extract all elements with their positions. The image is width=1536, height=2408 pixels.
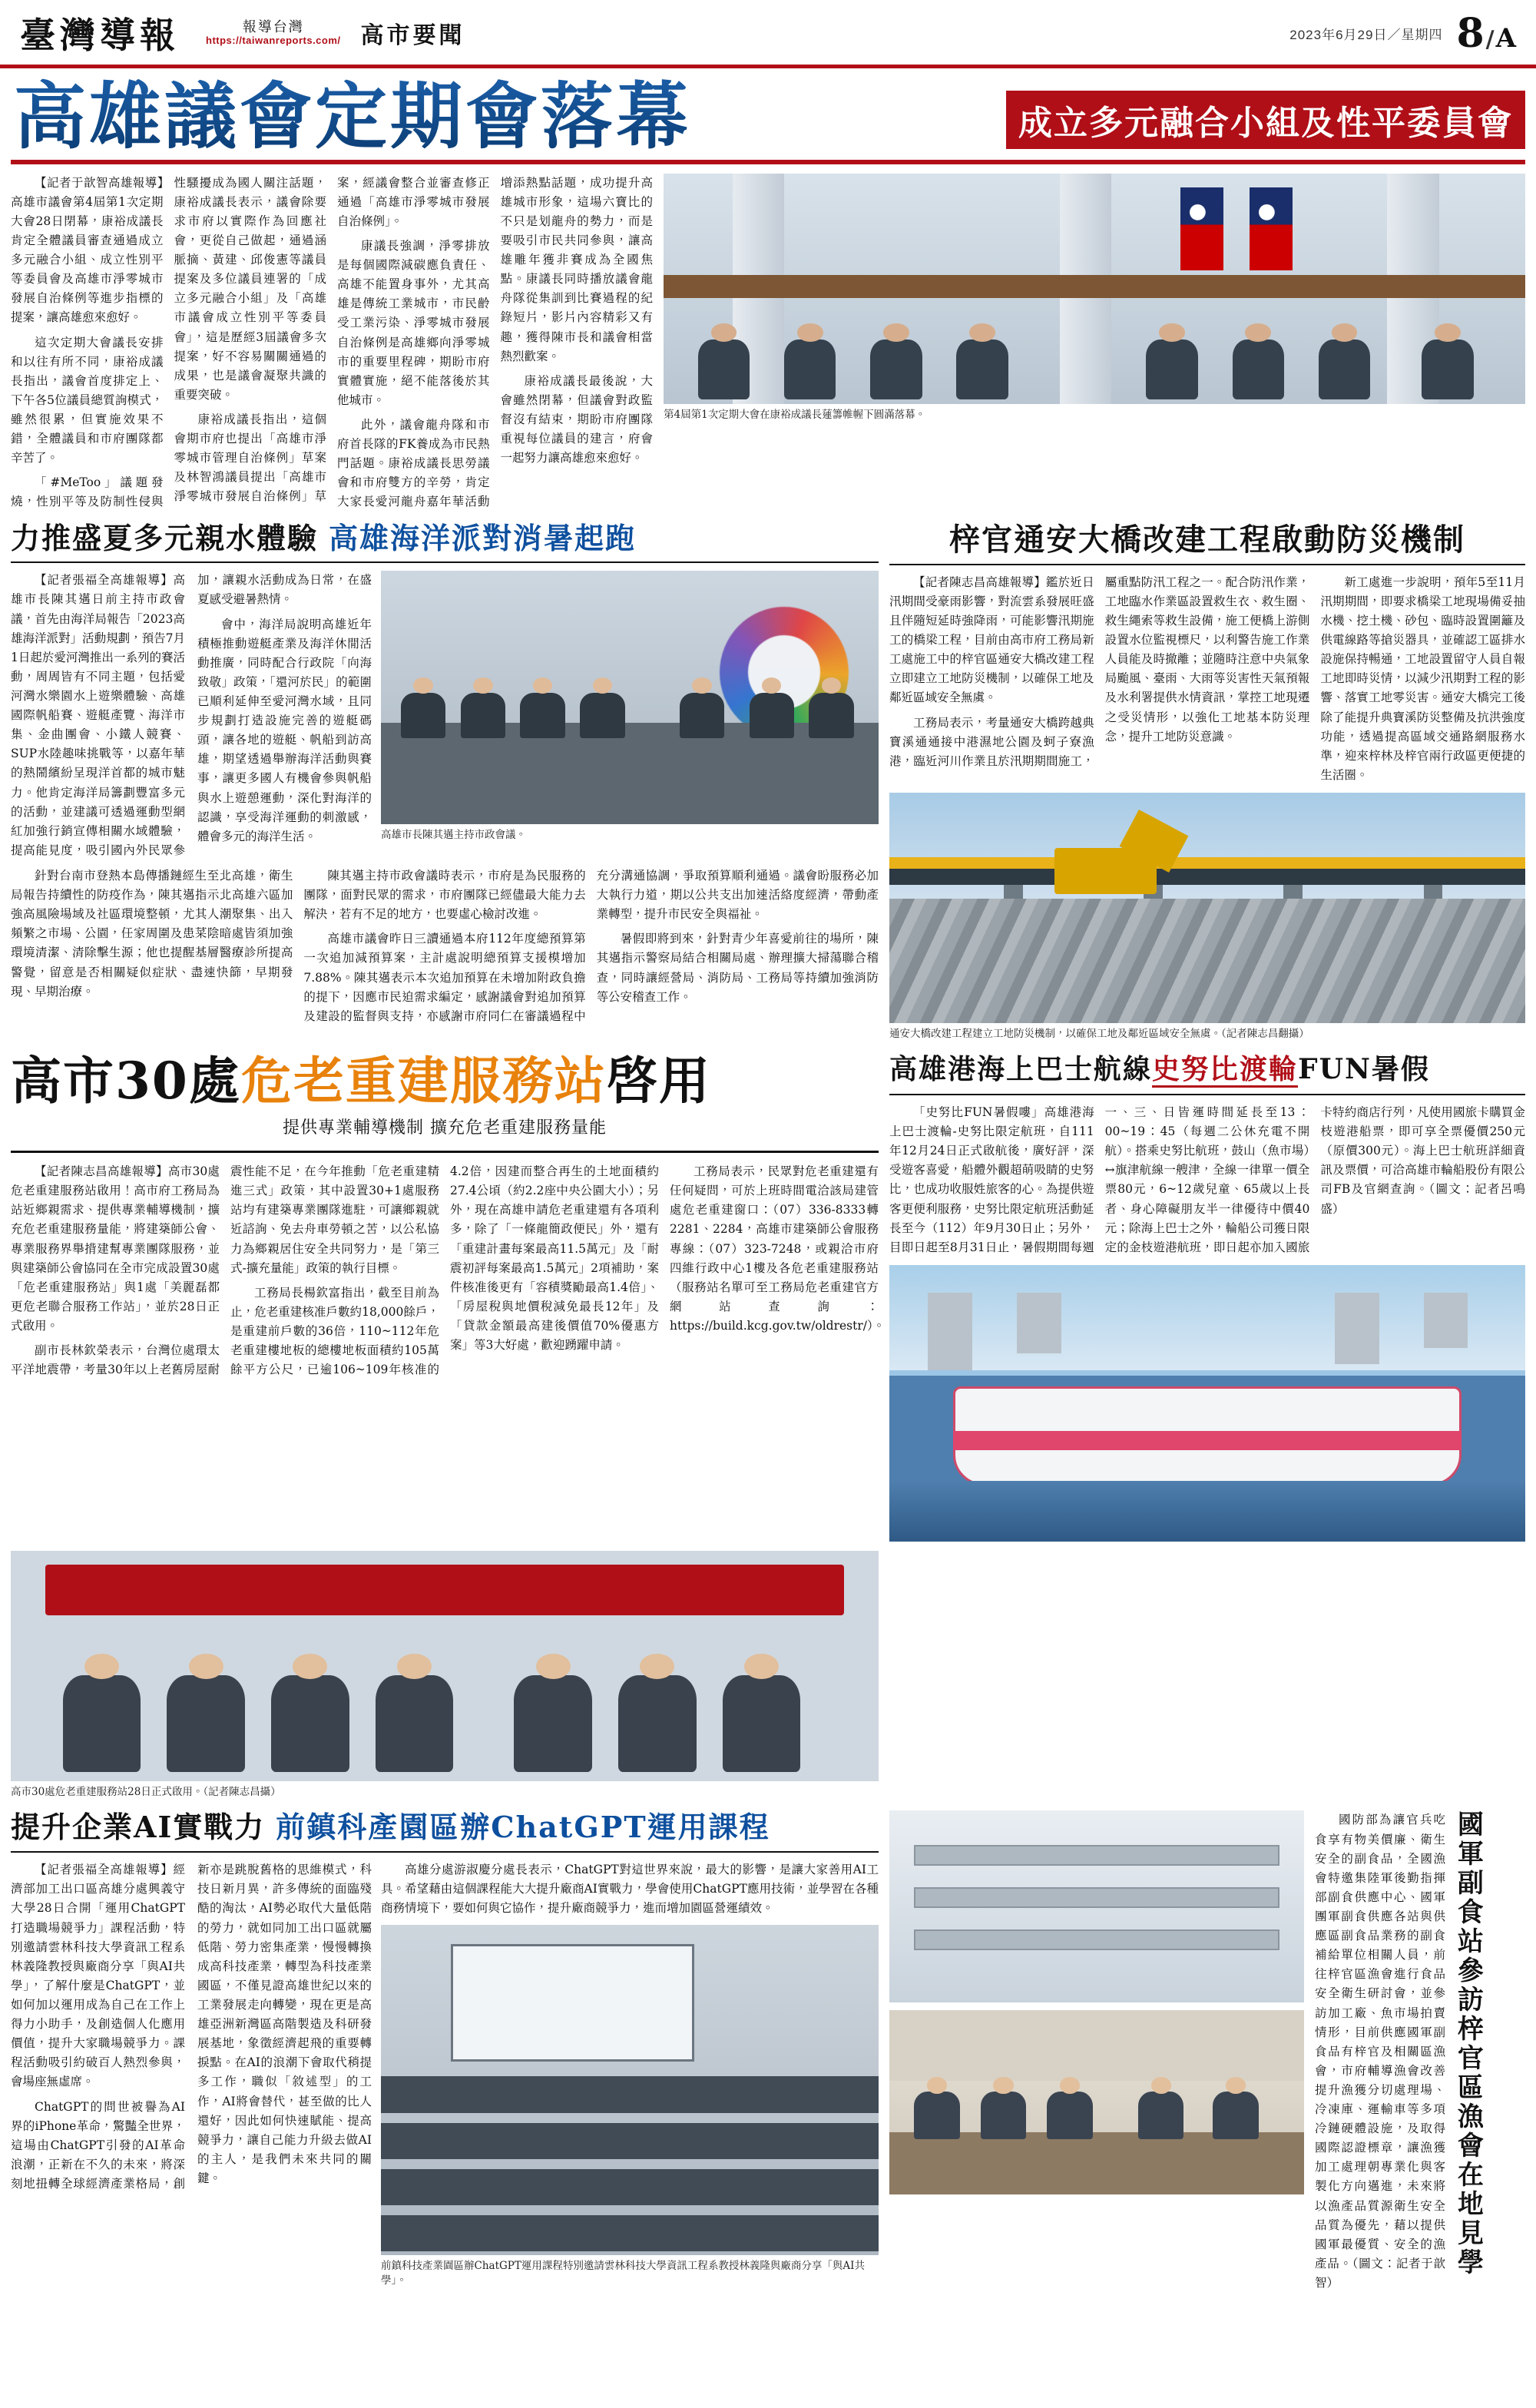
reno-para: 工務局表示，民眾對危老重建還有任何疑問，可於上班時間電洽該局建管處危老重建窗口：（07）336-8333轉2281、2284，高雄市建築師公會服務專線：（07）323-7248，或親洽市府四維行政中心1樓及各危老重建服務站（服務站名單可至工務局危老重建官方網站查詢：https://build.kcg.gov.tw/oldrestr/）。 (670, 1164, 886, 1333)
newspaper-logo: 臺灣導報 (20, 15, 180, 56)
water-para: 高雄市議會昨日三讀通過本府112年度總預算第一次追加減預算案，主計處說明總預算支援模增加7.88%。陳其邁表示本次追加預算在未增加附政負擔的提下，因應市民迫需求編定，感謝議會對追加預算及建設的監督與支持，亦感謝市府同仁在審議過程中充分溝通協調，爭取預算順利通過。議會盼服務必加大執行力道，期以公共支出加速活絡度經濟，帶動產業轉型，提升市民安全與福祉。 (303, 869, 879, 1023)
water-col-left (11, 571, 372, 860)
lead-para: 【記者于歆智高雄報導】高雄市議會第4屆第1次定期大會28日閉幕，康裕成議長肯定全體議員審查通過成立多元融合小組、成立性別平等委員會及高雄市淨零城市發展自治條例等進步指標的提案，讓高雄愈來愈好。 (11, 175, 164, 325)
publication-date: 2023年6月29日／星期四 (1289, 27, 1443, 42)
ai-photo-caption: 前鎮科技產業園區辦ChatGPT運用課程特別邀請雲林科技大學資訊工程系教授林義隆與廠商分享「與AI共學」。 (381, 2259, 865, 2287)
reno-launch-photo (11, 1551, 879, 1781)
water-photo-caption: 高雄市長陳其邁主持市政會議。 (381, 829, 526, 842)
ferry-headline-part1: 高雄港海上巴士航線 (889, 1052, 1153, 1085)
divider (889, 564, 1525, 565)
army-photo-col (889, 1810, 1304, 2298)
ai-headline-black: 提升企業AI實戰力 (11, 1810, 266, 1845)
photo-scene (889, 793, 1525, 1023)
photo-scene (664, 174, 1525, 404)
ai-headline-blue: 前鎮科產園區辦ChatGPT運用課程 (276, 1810, 770, 1845)
ai-col-right-text (381, 1860, 879, 1918)
ferry-para: 「史努比FUN暑假嘍」高雄港海上巴士渡輪-史努比限定航班，自111年12月24日正式啟航後，廣好評，深受遊客喜愛，船體外觀超萌吸睛的史努比，也成功收服姓旅客的心。為提供遊客更便利服務，史努比限定航班活動延長至今（112）年9月30日止；另外，目即日起至8月31日止，暑假期間每週一、三、日皆運時間延長至13：00~19：45（每週二公休充電不開航）。搭乘史努比航班，鼓山（魚市場）↔旗津航線一艘津，全線一律單一價全票80元，6~12歲兒童、65歲以上長者、身心障礙朋友半一律優待中價40元；除海上巴士之外，輪船公司獲日限定的金枝遊港航班，即日起亦加入國旅卡特約商店行列，凡使用國旅卡購買金枝遊港船票，即可享全票優價250元（原價300元）。海上巴士航班詳細資訊及票價，可洽高雄市輪船股份有限公司FB及官網查詢。（圖文：記者呂鳴盛） (889, 1105, 1525, 1254)
row-bottom (0, 1810, 1536, 2298)
reno-photo-caption: 高市30處危老重建服務站28日正式啟用。（記者陳志昌攝） (11, 1785, 281, 1798)
lead-para: 此外，議會龍舟隊和市府首長隊的FK養成為市民熱門話題。康裕成議長思勞議會和市府雙方的辛勞，肯定大家長愛河龍舟嘉年華活動增添熱點話題，成功提升高雄城市形象，這場六寶比的不只是划龍舟的勢力，而是要吸引市民共同參與，讓高雄雕年獲非賽成為全國焦點。康議長同時播放議會龍舟隊從集訓到比賽過程的紀錄短片，影片內容精彩又有趣，獲得陳市長和議會相當熱烈歡案。 (337, 175, 653, 509)
lead-para: 「#MeToo」議題發燒，性別平等及防制性侵與性騷擾成為國人關注話題，康裕成議長表示，議會除要求市府以實際作為回應社會，更從自己做起，通過涵脈摘、黃建、邱俊憲等議員提案及多位議員連署的「成立多元融合小組」及「高雄市議會成立性別平等委員會」，這是歷經3屆議會多次提案，好不容易關關通過的成果，也是議會凝聚共識的重要突破。 (11, 175, 326, 509)
city-meeting-photo (381, 571, 879, 824)
bridge-headline: 梓官通安大橋改建工程啟動防災機制 (949, 521, 1465, 558)
army-row (889, 1810, 1525, 2298)
water-headline-blue: 高雄海洋派對消暑起跑 (329, 520, 637, 555)
reno-headline-part3: 啓用 (606, 1050, 711, 1111)
reno-para: 工務局長楊欽富指出，截至目前為止，危老重建核准戶數約18,000餘戶，是重建前戶數的36倍，110~112年危老重建樓地板的總樓地板面積約105萬餘平方公尺，已逾106~109年核准的4.2倍，因建而整合再生的土地面積約27.4公頃（約2.2座中央公園大小）；另外，現在高雄申請危老重建還有各項利多，除了「一條龍簡政便民」外，還有「重建計畫每案最高11.5萬元」及「耐震初評每案最高1.5萬元」2項補助，案件核准後更有「容積獎勵最高1.4倍」、「房屋稅與地價稅減免最長12年」及「貸款金額最高建後價值70%優惠方案」等3大好處，歡迎踴躍申請。 (230, 1164, 659, 1377)
row-reno-head (0, 1050, 1536, 1542)
lead-para: 康裕成議長最後說，大會雖然閉幕，但議會對政監督沒有結束，期盼市府團隊重視每位議員的建言，府會一起努力讓高雄愈來愈好。 (500, 373, 653, 465)
ai-headline (11, 1810, 879, 1845)
lead-columns (11, 174, 653, 512)
page-indicator (1456, 10, 1516, 57)
reno-photo-block (11, 1551, 879, 1800)
lead-photo-caption: 第4屆第1次定期大會在康裕成議長蓮籌帷幄下圓滿落幕。 (664, 408, 926, 421)
masthead-center (206, 19, 341, 47)
photo-scene (11, 1551, 879, 1781)
photo-scene (889, 2010, 1304, 2194)
water-para: 陳其邁主持市政會議時表示，市府是為民服務的團隊，面對民眾的需求，市府團隊已經儘最大能力去解決，若有不足的地方，也要虛心檢討改進。 (303, 869, 586, 922)
ai-para: 高雄分處游淑慶分處長表示，ChatGPT對這世界來說，最大的影響，是讓大家善用AI工具。希望藉由這個課程能大大提升廠商AI實戰力，學會使用ChatGPT應用技術，並學習在各種商務情境下，要如何與它協作，提升廠商競爭力，進而增加園區營運績效。 (381, 1863, 879, 1916)
council-chamber-photo (664, 174, 1525, 404)
reno-columns (11, 1162, 886, 1380)
army-para: 國防部為讓官兵吃食享有物美價廉、衛生安全的副食品，全國漁會特邀集陸軍後勤指揮部副食供應中心、國軍團軍副食供應各站與供應區副食品業務的副食補給單位相關人員，前往梓官區漁會進行食品安全衛生研討會，並參訪加工廠、魚市場拍賣情形，目前供應國軍副食品有梓官及相關區漁會，市府輔導漁會改善提升漁獲分切處理場、冷凍庫、運輸車等多項冷鏈硬體設施，及取得國際認證標章，讓漁獲加工處理朝專業化與客製化方向邁進，未來將以漁產品質源衛生安全品質為優先，藉以提供國軍最優質、安全的漁產品。（圖文：記者于歆智） (1315, 1813, 1445, 2290)
bridge-para: 【記者陳志昌高雄報導】鑑於近日汛期間受豪雨影響，對流雲系發展旺盛且伴隨短延時強降雨，可能影響汛期施工的橋梁工程，目前由高市府工務局新工處施工中的梓官區通安大橋改建工程立即建立工地防災機制，以確保工地及鄰近區域安全無虞。 (889, 575, 1094, 705)
bridge-para: 新工處進一步說明，預年5至11月汛期期間，即要求橋梁工地現場備妥抽水機、挖土機、砂包、臨時設置圍籬及供電線路等搶災器具，並確認工區排水設施保持暢通，工地設置留守人員自報工地即時災情，以減少汛期對工程的影響、落實工地零災害。通安大橋完工後除了能提升典寶溪防災整備及抗洪強度功能，透過提高區域交通路網服務水準，迎來梓林及梓官兩行政區更便捷的生活圈。 (1320, 575, 1525, 782)
water-para: 【記者張福全高雄報導】高雄市長陳其邁日前主持市政會議，首先由海洋局報告「2023高雄海洋派對」活動規劃，預告7月1日起於愛河灣推出一系列的賽活動，周周皆有不同主題，包括愛河灣水樂園水上遊樂體驗、高雄國際帆船賽、遊艇產覽、海洋市集、金曲團會、小鐵人競賽、SUP水陸趣味挑戰等，以嘉年華的熱鬧繽紛呈現洋首都的城市魅力。他肯定海洋局籌劃豐富多元的活動，並建議可透過運動型網紅加強行銷宣傳相關水域體驗，提高能見度，吸引國內外民眾參加，讓親水活動成為日常，在盛夏感受避暑熱情。 (11, 573, 372, 857)
ferry-columns (889, 1103, 1525, 1257)
ai-para: 【記者張福全高雄報導】經濟部加工出口區高雄分處興義守大學28日合開「運用ChatGPT打造職場競爭力」課程活動，特別邀請雲林科技大學資訊工程系林義隆教授與廠商分享「與AI共學」，了解什麼是ChatGPT，並如何加以運用成為自己在工作上得力小助手，及創造個人化應用價值，提升大家職場競爭力。課程活動吸引約破百人熱烈參與，會場座無虛席。 (11, 1863, 185, 2089)
water-headline (11, 522, 879, 556)
photo-scene (889, 1265, 1525, 1542)
ferry-article (889, 1053, 1525, 1542)
page-section-letter: A (1495, 22, 1516, 54)
photo-scene (381, 1925, 879, 2255)
divider (11, 561, 879, 563)
fishery-association-photo (889, 2010, 1304, 2194)
army-text-col (1315, 1810, 1491, 2298)
ai-article (11, 1810, 879, 2298)
water-article (11, 522, 879, 1042)
divider (889, 1094, 1525, 1095)
ai-right (381, 1860, 879, 2288)
lead-para: 這次定期大會議長安排和以往有所不同，康裕成議長指出，議會首度排定上、下午各5位議員總質詢模式，雖然很累，但實施效果不錯，全體議員和市府團隊都辛苦了。 (11, 335, 164, 465)
water-headline-black: 力推盛夏多元親水體驗 (11, 520, 319, 555)
reno-headline-part1: 高市30處 (11, 1050, 241, 1111)
masthead-right (1289, 10, 1516, 57)
bridge-article (889, 522, 1525, 1042)
reno-para: 副市長林欽榮表示，台灣位處環太平洋地震帶，考量30年以上老舊房屋耐震性能不足，在今年推動「危老重建精進三式」政策，其中設置30+1處服務站均有建築專業團隊進駐，可讓鄉親就近諮詢、免去舟車勞頓之苦，以公私協力為鄉親居住安全共同努力，是「第三式-擴充量能」政策的執行目標。 (11, 1164, 439, 1377)
snoopy-ferry-photo (889, 1265, 1525, 1542)
reno-para: 【記者陳志昌高雄報導】高市30處危老重建服務站啟用！高市府工務局為站近鄉親需求、提供專業輔導機制，擴充危老重建服務量能，將建築師公會、專業服務界舉揹建幫專業團隊服務，並與建築師公會協同在全市完成設置30處「危老重建服務站」與1處「美麗磊都更危老聯合服務工作站」，並於28日正式啟用。 (11, 1164, 220, 1333)
ferry-headline-red: 史努比渡輪 (1152, 1053, 1298, 1088)
bridge-photo-caption: 通安大橋改建工程建立工地防災機制，以確保工地及鄰近區域安全無虞。（記者陳志昌翻攝） (889, 1027, 1309, 1040)
ai-seminar-photo (381, 1925, 879, 2255)
fish-market-photo (889, 1810, 1304, 2002)
ferry-headline-part2: FUN暑假 (1298, 1052, 1430, 1085)
ai-col-left (11, 1860, 372, 2288)
lead-headline: 高雄議會定期會落幕 (11, 76, 691, 155)
divider (11, 1851, 879, 1853)
army-columns (1315, 1810, 1445, 2298)
bridge-construction-photo (889, 793, 1525, 1023)
reno-headline (11, 1050, 879, 1111)
spacer-col (889, 1551, 1525, 1800)
reno-headline-part2: 危老重建服務站 (240, 1050, 607, 1111)
lead-para: 康裕成議長指出，這個會期市府也提出「高雄市淨零城市管理自治條例」草案及林智鴻議員提出「高雄市淨零城市發展自治條例」草案，經議會整合並審查修正通過「高雄市淨零城市發展自治條例」。 (174, 175, 490, 504)
masthead-subtitle: 報導台灣 (242, 19, 304, 35)
ai-para: ChatGPT的問世被譽為AI界的iPhone革命，驚豔全世界，這場由ChatGPT引發的AI革命浪潮，正新在不久的未來，將深刻地扭轉全球經濟產業格局，創新亦是跳脫舊格的思維模式，科技日新月異，許多傳統的面臨殘酷的淘汰，AI勢必取代大量低階的勞力，就如同加工出口區就屬低階、勞力密集產業，慢慢轉換成高科技產業，轉型為科技產業國區，不僅見證高雄世紀以來的工業發展走向轉變，現在更是高雄亞洲新灣區高階製造及科研發展基地，象徵經濟起飛的重要轉捩點。在AI的浪潮下會取代稍提多工作，職似「敘述型」的工作，AI將會替代，甚至做的比人還好，因此如何快速賦能、提高競爭力，讓自己能力升級去做AI的主人，是我們未來共同的關鍵。 (11, 1863, 372, 2191)
row-lead (0, 174, 1536, 512)
page-number: 8 (1456, 9, 1485, 57)
lead-text-block (11, 174, 653, 512)
water-body-row (11, 571, 879, 860)
lead-headline-banner (11, 75, 1525, 159)
water-para: 針對台南市登熱本島傳播鏈經生至北高雄，衛生局報告持續性的防疫作為，陳其邁指示北高雄六區加強高風險場域及社區環境整頓，尤其人潮聚集、出入頻繁之市場、公園，任家周圍及患菜陰暗處皆須加強環境清潔、清除擊生源；他也提醒基層醫療診所提高警覺，留意是否相關疑似症狀、盡速快篩，早期發現、早期治療。 (11, 869, 293, 999)
masthead-url[interactable]: https://taiwanreports.com/ (206, 34, 341, 46)
bridge-para: 工務局表示，考量通安大橋跨越典寶溪通通接中港濕地公園及蚵子寮漁港，臨近河川作業且於汛期期間施工，屬重點防汛工程之一。配合防汛作業，工地臨水作業區設置救生衣、救生圈、救生繩索等救生設備，施工便橋上游側設置水位監視標尺，以利警告施工作業人員能及時撤離；並隨時注意中央氣象局颱風、臺雨、大雨等災害性天氣預報及水利署提供水情資訊，掌控工地現遷之受災情形，以強化工地基本防災理念，提升工地防災意識。 (889, 575, 1310, 768)
army-vertical-headline: 國軍副食站參訪梓官區漁會在地見學 (1452, 1810, 1484, 2278)
army-article (889, 1810, 1525, 2298)
reno-subheadline: 提供專業輔導機制 擴充危老重建服務量能 (283, 1118, 607, 1138)
masthead (0, 0, 1536, 68)
lead-photo-block (664, 174, 1525, 512)
water-right (381, 571, 879, 860)
row-reno-photos (0, 1551, 1536, 1800)
reno-head-block (11, 1050, 886, 1542)
bridge-columns (889, 573, 1525, 785)
section-title: 高市要聞 (360, 23, 465, 48)
water-para: 會中，海洋局說明高雄近年積極推動遊艇產業及海洋休閒活動推廣，同時配合行政院「向海致敬」政策，「還河於民」的範圍已順利延伸至愛河灣水域，且同步規劃打造設施完善的遊艇碼頭，讓各地的遊艇、帆船到訪高雄，期望透過舉辦海洋活動與賽事，讓更多國人有機會參與帆船與水上遊憩運動，深化對海洋的認識，享受海洋運動的刺激感，體會多元的海洋生活。 (197, 617, 372, 843)
photo-scene (889, 1810, 1304, 2002)
divider (11, 1151, 879, 1153)
lead-para: 康議長強調，淨零排放是每個國際減碳應負責任、高雄不能置身事外，尤其高雄是傳統工業城市，市民齡受工業污染、淨零城市發展自治條例是高雄鄉向淨零城市的重要里程碑，期盼市府實體實施，絕不能落後於其他城市。 (337, 239, 490, 407)
row-two (0, 522, 1536, 1042)
lead-side-headline: 成立多元融合小組及性平委員會 (1006, 91, 1525, 149)
red-divider (11, 160, 1525, 164)
photo-scene (381, 571, 879, 824)
water-para: 暑假即將到來，針對青少年喜愛前往的場所，陳其邁指示警察局結合相關局處、辦理擴大掃蕩聯合稽查，同時讓經營局、消防局、工務局等持續加強消防等公安稽查工作。 (596, 932, 879, 1004)
page-slash: / (1485, 25, 1495, 53)
ferry-headline (889, 1053, 1525, 1088)
ai-body-row (11, 1860, 879, 2288)
water-bottom-columns (11, 866, 879, 1026)
